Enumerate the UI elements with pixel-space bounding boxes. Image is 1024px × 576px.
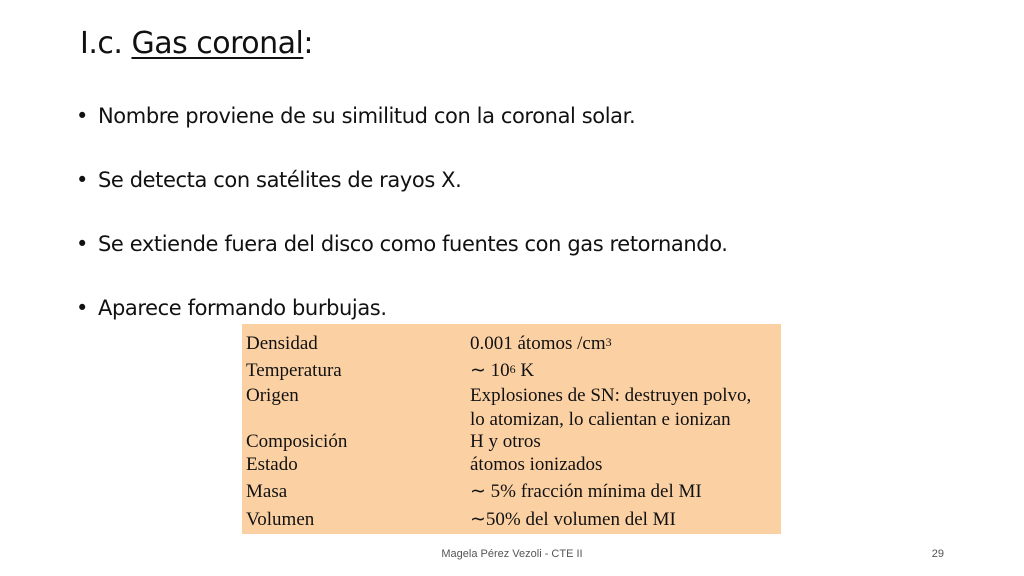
row-value: H y otros [470, 431, 541, 452]
bullet-dot: • [76, 296, 88, 320]
bullet-item [76, 160, 728, 224]
bullet-text: Se detecta con satélites de rayos X. [98, 168, 462, 192]
slide-title [80, 26, 313, 61]
bullet-item [76, 224, 728, 288]
footer-author: Magela Pérez Vezoli - CTE II [441, 548, 583, 560]
row-label: Masa [246, 481, 288, 502]
title-suffix: : [303, 26, 313, 61]
bullet-dot: • [76, 104, 88, 128]
row-value: ∼50% del volumen del MI [470, 509, 676, 530]
row-label: Origen [246, 385, 299, 406]
row-label: Densidad [246, 333, 318, 354]
bullet-item [76, 96, 728, 160]
row-label: Composición [246, 431, 348, 452]
row-value: átomos ionizados [470, 454, 603, 475]
row-value-text: 0.001 átomos /cm [470, 333, 606, 354]
bullet-dot: • [76, 168, 88, 192]
row-value: Explosiones de SN: destruyen polvo, [470, 385, 752, 406]
row-value: lo atomizan, lo calientan e ionizan [470, 409, 731, 430]
slide-footer [0, 548, 1024, 564]
bullet-dot: • [76, 232, 88, 256]
row-value-sup: 6 [509, 362, 516, 376]
row-value [470, 359, 534, 383]
bullet-list [76, 96, 728, 352]
page-number: 29 [931, 548, 944, 560]
row-value-text: ∼ 10 [470, 360, 510, 381]
row-value-unit: K [515, 360, 535, 381]
row-value: ∼ 5% fracción mínima del MI [470, 481, 702, 502]
row-label: Temperatura [246, 360, 342, 381]
title-prefix: I.c. [80, 26, 132, 61]
bullet-text: Aparece formando burbujas. [98, 296, 387, 320]
bullet-text: Nombre proviene de su similitud con la coronal solar. [98, 104, 636, 128]
row-label: Estado [246, 454, 298, 475]
title-underlined: Gas coronal [131, 26, 304, 61]
row-value-sup: 3 [605, 335, 612, 349]
row-value [470, 332, 612, 356]
bullet-text: Se extiende fuera del disco como fuentes con gas retornando. [98, 232, 728, 256]
properties-table [242, 324, 781, 534]
row-label: Volumen [246, 509, 315, 530]
